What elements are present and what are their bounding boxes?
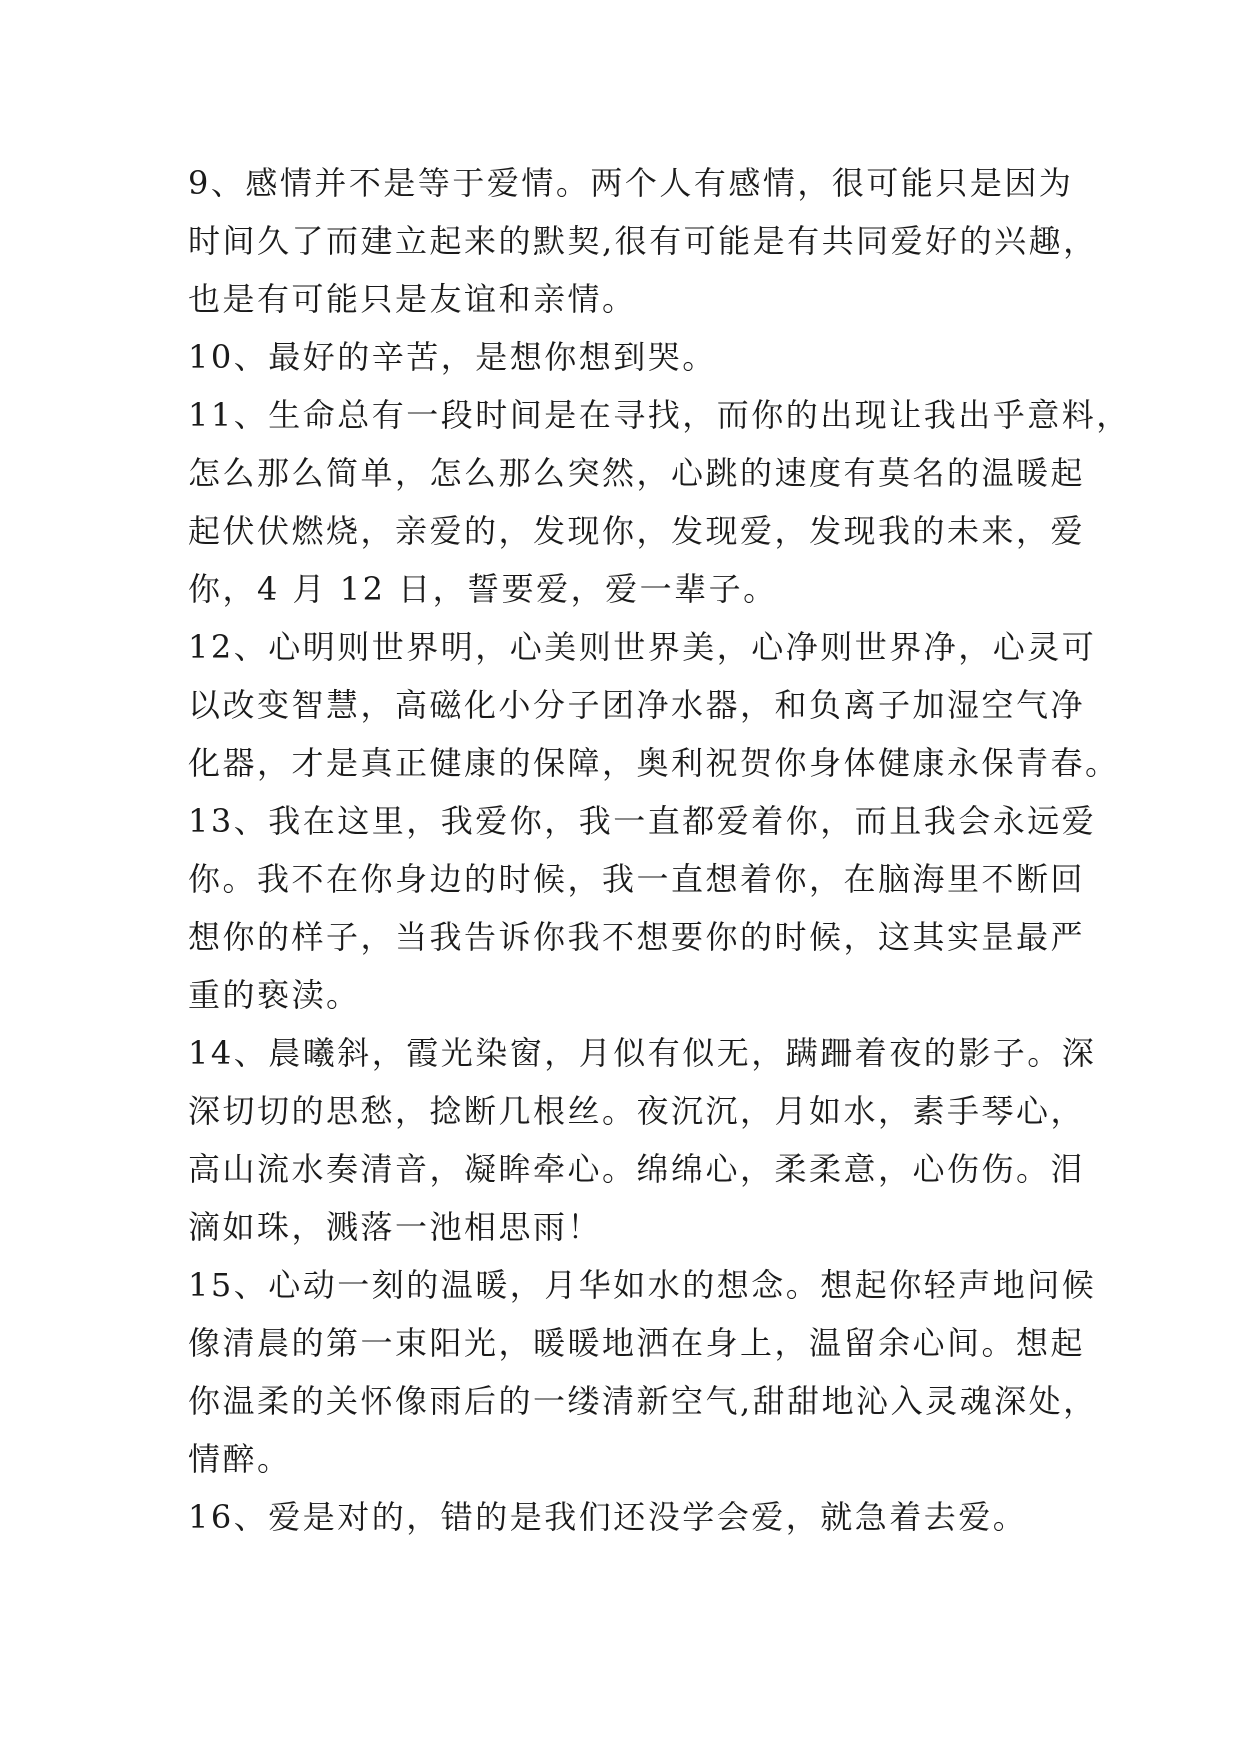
text-line: 想你的样子，当我告诉你我不想要你的时候，这其实昰最严 [188,918,1086,956]
text-line: 14、晨曦斜，霞光染窗，月似有似无，蹒跚着夜的影子。深 [188,1034,1097,1072]
paragraph-16 [188,1488,1088,1546]
text-line: 12、心明则世界明，心美则世界美，心净则世界净，心灵可 [188,628,1097,666]
text-line: 以改变智慧，高磁化小分子团净水器，和负离子加湿空气净 [188,686,1086,724]
paragraph-15 [188,1256,1098,1488]
text-line: 深切切的思愁，捻断几根丝。夜沉沉，月如水，素手琴心， [188,1092,1086,1130]
text-line: 11、生命总有一段时间是在寻找，而你的出现让我出乎意料， [188,396,1131,434]
text-line: 你温柔的关怀像雨后的一缕清新空气,甜甜地沁入灵魂深处， [188,1382,1098,1420]
text-line: 滴如珠，溅落一池相思雨！ [188,1208,603,1246]
text-line: 你。我不在你身边的时候，我一直想着你，在脑海里不断回 [188,860,1086,898]
paragraph-14 [188,1024,1097,1256]
text-line: 15、心动一刻的温暖，月华如水的想念。想起你轻声地问候 [188,1266,1097,1304]
text-line: 怎么那么简单，怎么那么突然，心跳的速度有莫名的温暖起 [188,454,1086,492]
text-line: 你，4 月 12 日，誓要爱，爱一辈子。 [188,570,778,608]
paragraph-13 [188,792,1097,1024]
text-line: 化器，才是真正健康的保障，奥利祝贺你身体健康永保青春。 [188,744,1120,782]
text-line: 像清晨的第一束阳光，暖暖地洒在身上，温留余心间。想起 [188,1324,1086,1362]
paragraph-10 [188,328,1088,386]
document-body [188,154,1131,1546]
text-line: 时间久了而建立起来的默契,很有可能是有共同爱好的兴趣， [188,222,1098,260]
text-line: 10、最好的辛苦，是想你想到哭。 [188,338,717,376]
paragraph-11 [188,386,1131,618]
text-line: 16、爱是对的，错的是我们还没学会爱，就急着去爱。 [188,1498,1028,1536]
text-line: 情醉。 [188,1440,292,1478]
text-line: 重的亵渎。 [188,976,361,1014]
text-line: 13、我在这里，我爱你，我一直都爱着你，而且我会永远爱 [188,802,1097,840]
text-line: 也是有可能只是友谊和亲情。 [188,280,637,318]
paragraph-12 [188,618,1120,792]
text-line: 9、感情并不是等于爱情。两个人有感情，很可能只是因为 [188,164,1074,202]
paragraph-9 [188,154,1098,328]
text-line: 起伏伏燃烧，亲爱的，发现你，发现爱，发现我的未来，爱 [188,512,1086,550]
text-line: 高山流水奏清音，凝眸牵心。绵绵心，柔柔意，心伤伤。泪 [188,1150,1086,1188]
